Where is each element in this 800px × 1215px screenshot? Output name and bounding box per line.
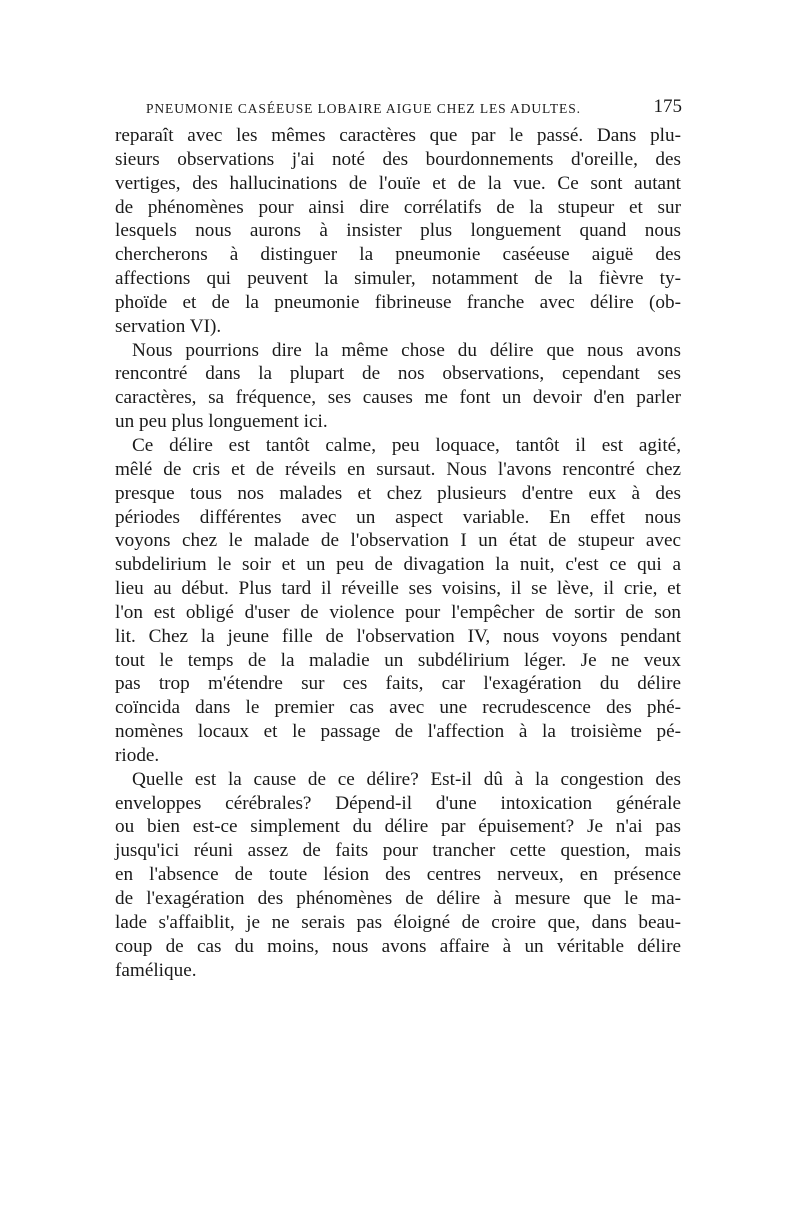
text-line: riode.	[115, 744, 160, 766]
text-line: coup de cas du moins, nous avons affaire à un véritable délire	[115, 935, 681, 957]
text-line: subdelirium le soir et un peu de divagation la nuit, c'est ce qui a	[115, 554, 681, 576]
text-line: nomènes locaux et le passage de l'affection à la troisième pé-	[115, 721, 681, 743]
text-line: ou bien est-ce simplement du délire par épuisement? Je n'ai pas	[115, 816, 681, 838]
paragraph	[115, 434, 681, 768]
text-line: enveloppes cérébrales? Dépend-il d'une intoxication générale	[115, 792, 681, 814]
text-line: affections qui peuvent la simuler, notamment de la fièvre ty-	[115, 268, 681, 290]
text-line: périodes différentes avec un aspect variable. En effet nous	[115, 506, 681, 528]
text-line: presque tous nos malades et chez plusieurs d'entre eux à des	[115, 482, 681, 504]
paragraph	[115, 124, 681, 339]
text-line: de l'exagération des phénomènes de délire à mesure que le ma-	[115, 888, 681, 909]
text-line: tout le temps de la maladie un subdélirium léger. Je ne veux	[115, 649, 681, 671]
text-line: de phénomènes pour ainsi dire corrélatifs de la stupeur et sur	[115, 196, 681, 218]
text-line: pas trop m'étendre sur ces faits, car l'exagération du délire	[115, 673, 681, 695]
body-text	[115, 124, 681, 982]
text-line: un peu plus longuement ici.	[115, 411, 328, 433]
text-line: lieu au début. Plus tard il réveille ses voisins, il se lève, il crie, et	[115, 578, 681, 600]
text-line: Nous pourrions dire la même chose du délire que nous avons	[132, 339, 681, 361]
page-number: 175	[653, 96, 682, 117]
text-line: mêlé de cris et de réveils en sursaut. Nous l'avons rencontré chez	[115, 458, 681, 480]
text-line: l'on est obligé d'user de violence pour l'empêcher de sortir de son	[115, 601, 681, 623]
text-line: lesquels nous aurons à insister plus longuement quand nous	[115, 220, 681, 242]
text-line: lade s'affaiblit, je ne serais pas éloigné de croire que, dans beau-	[115, 911, 681, 933]
text-line: phoïde et de la pneumonie fibrineuse franche avec délire (ob-	[115, 291, 681, 313]
paragraph	[115, 768, 681, 983]
text-line: reparaît avec les mêmes caractères que par le passé. Dans plu-	[115, 125, 681, 146]
text-line: jusqu'ici réuni assez de faits pour trancher cette question, mais	[115, 840, 681, 862]
paragraph	[115, 339, 681, 434]
text-line: famélique.	[115, 959, 197, 981]
text-line: chercherons à distinguer la pneumonie caséeuse aiguë des	[115, 244, 681, 266]
text-line: lit. Chez la jeune fille de l'observation IV, nous voyons pendant	[115, 625, 681, 647]
text-line: Ce délire est tantôt calme, peu loquace, tantôt il est agité,	[132, 434, 681, 456]
text-line: Quelle est la cause de ce délire? Est-il dû à la congestion des	[132, 768, 681, 790]
running-head	[146, 96, 681, 122]
text-line: caractères, sa fréquence, ses causes me font un devoir d'en parler	[115, 387, 681, 409]
running-title: PNEUMONIE CASÉEUSE LOBAIRE AIGUE CHEZ LES ADULTES.	[146, 101, 581, 116]
text-line: voyons chez le malade de l'observation I un état de stupeur avec	[115, 530, 681, 552]
text-line: coïncida dans le premier cas avec une recrudescence des phé-	[115, 697, 681, 719]
text-line: rencontré dans la plupart de nos observations, cependant ses	[115, 363, 681, 385]
text-line: sieurs observations j'ai noté des bourdonnements d'oreille, des	[115, 148, 681, 170]
text-line: vertiges, des hallucinations de l'ouïe et de la vue. Ce sont autant	[115, 172, 681, 194]
text-line: servation VI).	[115, 315, 222, 337]
book-page	[115, 96, 681, 982]
text-line: en l'absence de toute lésion des centres nerveux, en présence	[115, 864, 681, 886]
